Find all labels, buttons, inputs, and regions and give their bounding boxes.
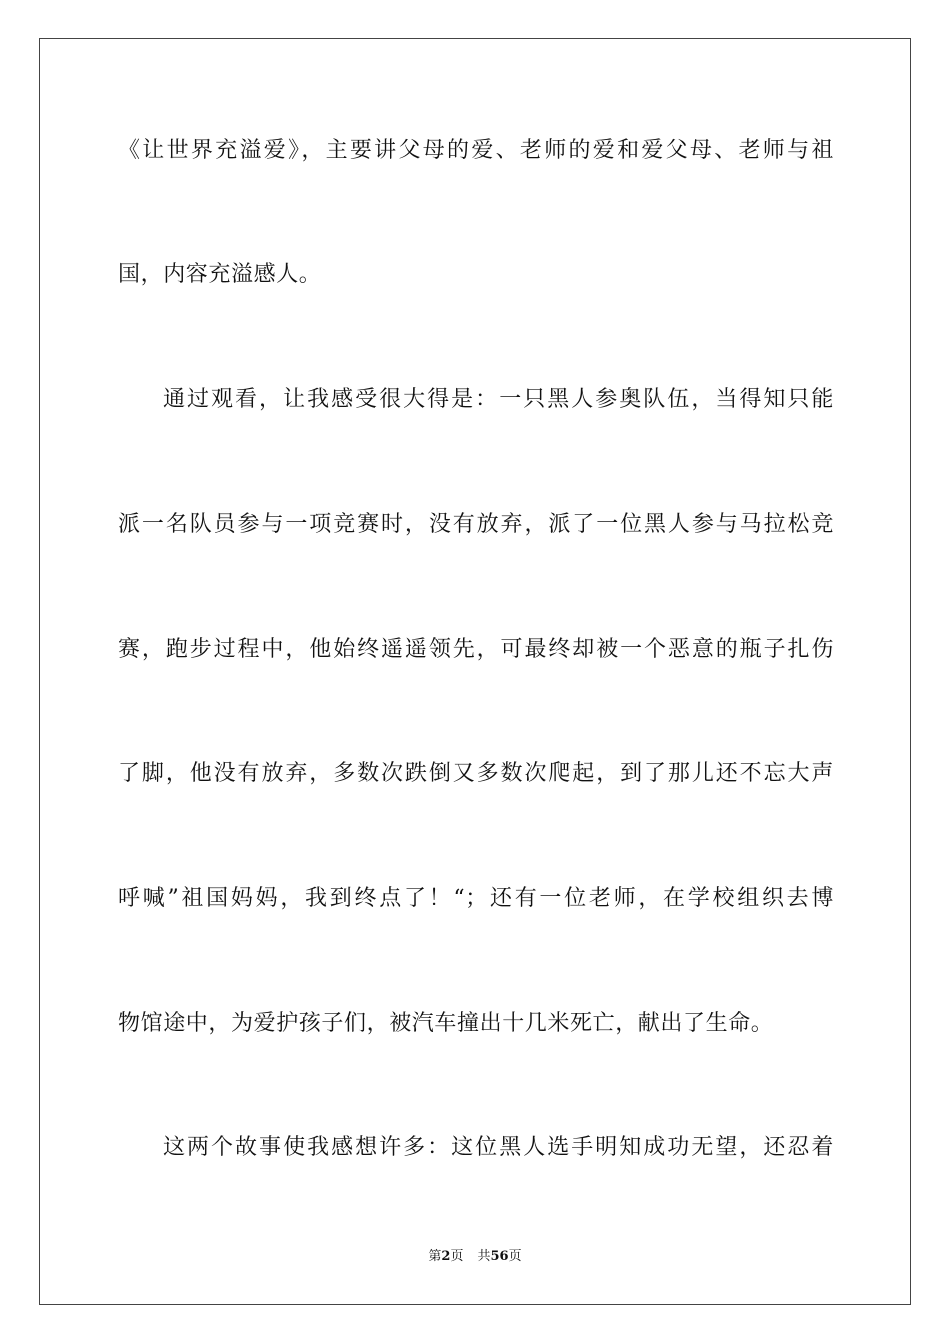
total-prefix: 共 [477, 1249, 491, 1264]
page-suffix: 页 [450, 1249, 464, 1264]
page-border [39, 38, 911, 1305]
text-line-5: 赛，跑步过程中，他始终遥遥领先，可最终却被一个恶意的瓶子扎伤 [118, 637, 834, 662]
page-number: 2 [441, 1249, 451, 1264]
text-line-3: 通过观看，让我感受很大得是：一只黑人参奥队伍，当得知只能 [163, 387, 834, 412]
total-suffix: 页 [508, 1249, 522, 1264]
page-prefix: 第 [428, 1249, 442, 1264]
text-line-2: 国，内容充溢感人。 [118, 262, 322, 287]
text-line-9: 这两个故事使我感想许多：这位黑人选手明知成功无望，还忍着 [163, 1135, 834, 1160]
total-pages: 56 [490, 1249, 509, 1264]
text-line-1: 《让世界充溢爱》，主要讲父母的爱、老师的爱和爱父母、老师与祖 [118, 138, 834, 163]
page-footer [0, 1248, 950, 1266]
text-line-6: 了脚，他没有放弃，多数次跌倒又多数次爬起，到了那儿还不忘大声 [118, 761, 834, 786]
text-line-7: 呼喊”祖国妈妈，我到终点了！“；还有一位老师，在学校组织去博 [118, 886, 834, 911]
text-line-8: 物馆途中，为爱护孩子们，被汽车撞出十几米死亡，献出了生命。 [118, 1011, 774, 1036]
text-line-4: 派一名队员参与一项竞赛时，没有放弃，派了一位黑人参与马拉松竞 [118, 512, 834, 537]
